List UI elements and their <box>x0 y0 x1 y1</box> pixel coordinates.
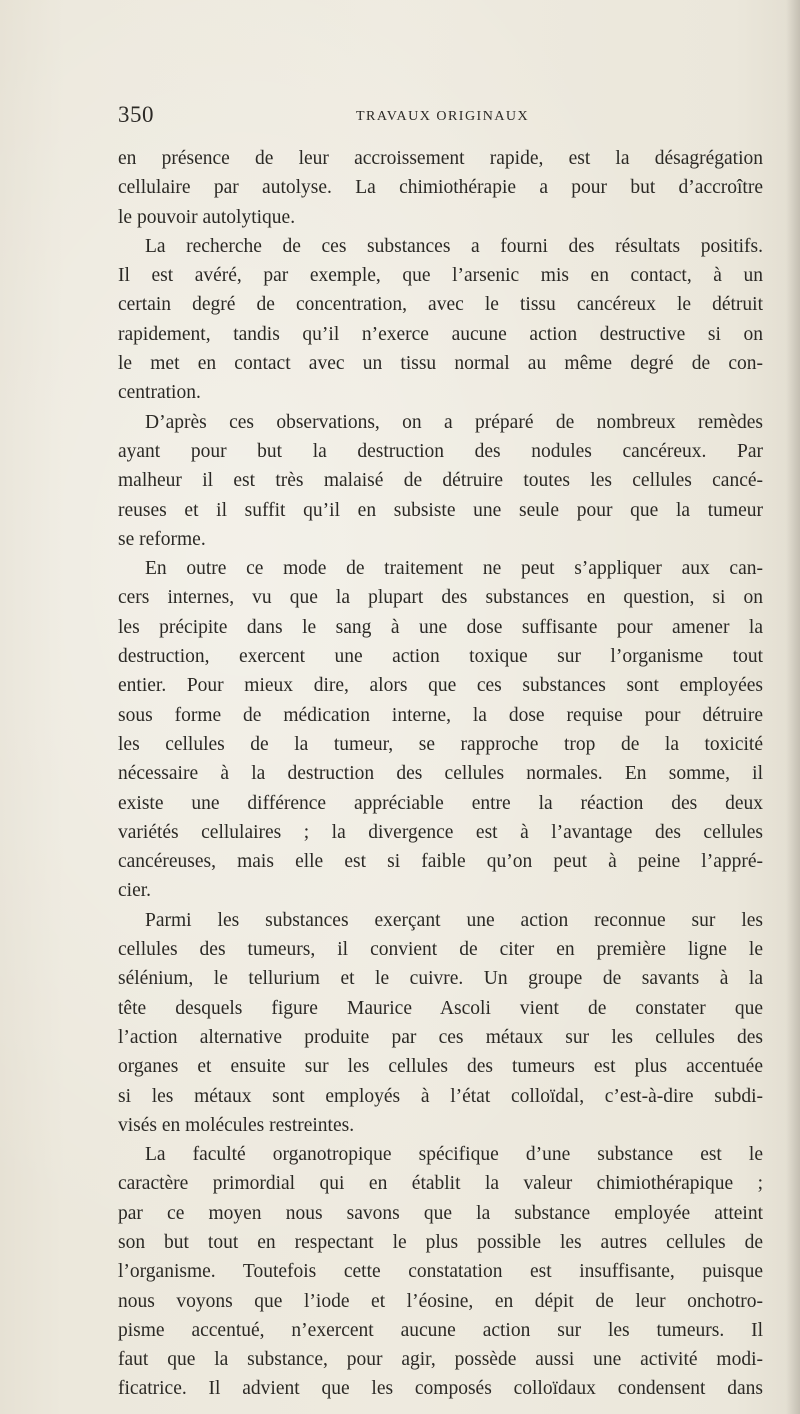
text-line: Il est avéré, par exemple, que l’arsenic mis en contact, à un <box>118 265 763 287</box>
text-line: destruction, exercent une action toxique sur l’organisme tout <box>118 646 763 668</box>
text-line: par ce moyen nous savons que la substance employée atteint <box>118 1202 763 1224</box>
text-line: l’action alternative produite par ces métaux sur les cellules des <box>118 1026 763 1048</box>
text-line: le met en contact avec un tissu normal au même degré de con- <box>118 353 763 375</box>
text-line: La recherche de ces substances a fourni des résultats positifs. <box>145 235 763 257</box>
text-line: La faculté organotropique spécifique d’une substance est le <box>145 1144 763 1166</box>
running-title: TRAVAUX ORIGINAUX <box>356 109 530 124</box>
page-edge-shadow <box>786 0 800 1414</box>
text-line: variétés cellulaires ; la divergence est à l’avantage des cellules <box>118 821 763 843</box>
text-line: existe une différence appréciable entre la réaction des deux <box>118 792 763 814</box>
text-line: les précipite dans le sang à une dose suffisante pour amener la <box>118 616 763 638</box>
body-text <box>118 144 763 1404</box>
text-line: centration. <box>118 382 201 404</box>
text-line: organes et ensuite sur les cellules des tumeurs est plus accentuée <box>118 1056 763 1078</box>
text-line: son but tout en respectant le plus possible les autres cellules de <box>118 1231 763 1253</box>
text-line: faut que la substance, pour agir, possède aussi une activité modi- <box>118 1349 763 1371</box>
text-line: caractère primordial qui en établit la valeur chimiothérapique ; <box>118 1173 763 1195</box>
text-line: sous forme de médication interne, la dose requise pour détruire <box>118 704 763 726</box>
text-line: nécessaire à la destruction des cellules normales. En somme, il <box>118 763 763 785</box>
text-line: rapidement, tandis qu’il n’exerce aucune action destructive si on <box>118 323 763 345</box>
text-line: sélénium, le tellurium et le cuivre. Un groupe de savants à la <box>118 968 763 990</box>
text-line: visés en molécules restreintes. <box>118 1114 355 1136</box>
text-line: pisme accentué, n’exercent aucune action sur les tumeurs. Il <box>118 1319 763 1341</box>
text-line: malheur il est très malaisé de détruire toutes les cellules cancé- <box>118 470 763 492</box>
text-line: en présence de leur accroissement rapide, est la désagrégation <box>118 148 763 169</box>
text-line: les cellules de la tumeur, se rapproche trop de la toxicité <box>118 733 763 755</box>
text-line: cers internes, vu que la plupart des substances en question, si on <box>118 587 763 609</box>
text-line: l’organisme. Toutefois cette constatation est insuffisante, puisque <box>118 1261 763 1283</box>
text-line: se reforme. <box>118 528 206 550</box>
text-line: En outre ce mode de traitement ne peut s’appliquer aux can- <box>145 558 763 580</box>
page-number: 350 <box>118 102 154 127</box>
text-line: cellules des tumeurs, il convient de citer en première ligne le <box>118 939 763 961</box>
text-line: ayant pour but la destruction des nodules cancéreux. Par <box>118 440 763 462</box>
text-line: D’après ces observations, on a préparé de nombreux remèdes <box>145 411 763 433</box>
text-line: cancéreuses, mais elle est si faible qu’on peut à peine l’appré- <box>118 851 763 873</box>
text-line: entier. Pour mieux dire, alors que ces substances sont employées <box>118 675 763 697</box>
text-line: reuses et il suffit qu’il en subsiste une seule pour que la tumeur <box>118 499 763 521</box>
text-line: nous voyons que l’iode et l’éosine, en dépit de leur onchotro- <box>118 1290 763 1312</box>
text-line: cellulaire par autolyse. La chimiothérapie a pour but d’accroître <box>118 177 763 199</box>
text-line: tête desquels figure Maurice Ascoli vient de constater que <box>118 997 763 1019</box>
text-line: si les métaux sont employés à l’état colloïdal, c’est-à-dire subdi- <box>118 1085 763 1107</box>
text-line: ficatrice. Il advient que les composés colloïdaux condensent dans <box>118 1378 763 1400</box>
text-line: le pouvoir autolytique. <box>118 206 296 228</box>
text-line: certain degré de concentration, avec le tissu cancéreux le détruit <box>118 294 763 316</box>
text-line: cier. <box>118 880 152 902</box>
page-header <box>118 102 763 132</box>
text-line: Parmi les substances exerçant une action reconnue sur les <box>145 909 763 931</box>
